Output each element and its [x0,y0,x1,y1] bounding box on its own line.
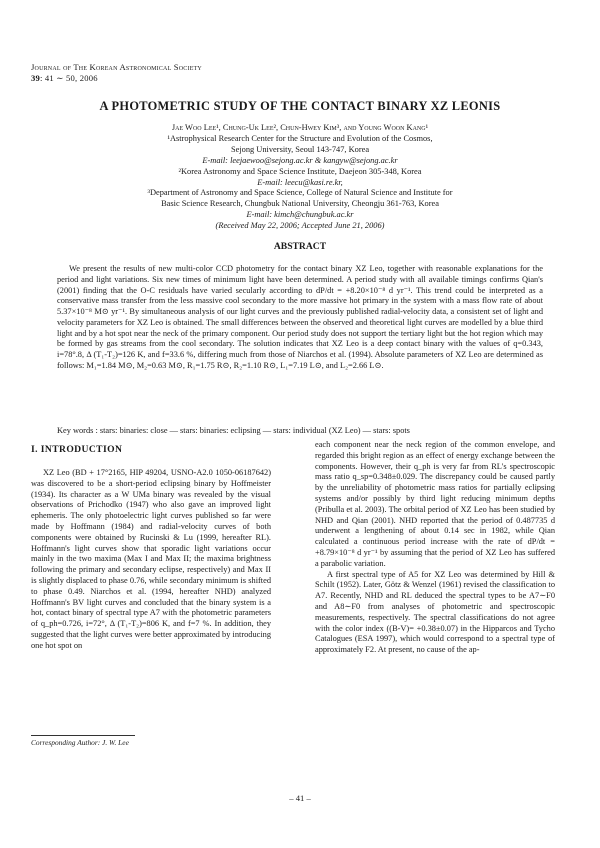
affiliation-3-line-1: ³Department of Astronomy and Space Science, College of Natural Science and Institute for [147,188,453,198]
keywords: Key words : stars: binaries: close — stars: binaries: eclipsing — stars: individual (XZ Leo) — stars: spots [57,426,410,435]
author-block [0,123,600,232]
affiliation-1-email: E-mail: leejaewoo@sejong.ac.kr & kangyw@sejong.ac.kr [202,155,398,165]
corresponding-author-footnote: Corresponding Author: J. W. Lee [31,738,129,747]
affiliation-1-line-2: Sejong University, Seoul 143-747, Korea [230,144,370,154]
affiliation-2-email: E-mail: leecu@kasi.re.kr, [257,177,343,187]
footnote-rule [31,735,135,736]
affiliation-3-email: E-mail: kimch@chungbuk.ac.kr [246,210,354,220]
journal-volume: 39 [31,73,40,83]
section-heading-introduction: I. INTRODUCTION [31,444,123,455]
page-number: – 41 – [289,793,311,803]
author-names: Jae Woo Lee¹, Chung-Uk Lee², Chun-Hwey Kim³, and Young Woon Kang¹ [171,123,429,132]
abstract-text: We present the results of new multi-color CCD photometry for the contact binary XZ Leo, together with reasonable explanations for the period and light variations. Six new times of minimum light have been determined. A period study with all available timings confirms Qian's (2001) finding that the O-C residuals have varied secularly according to dP/dt = +8.20×10⁻⁸ d yr⁻¹. This trend could be interpreted as a conservative mass transfer from the less massive cool secondary to the more massive hot primary in the system with a mass flow rate of about 5.37×10⁻⁸ M⊙ yr⁻¹. By simultaneous analysis of our light curves and the previously published radial-velocity data, a consistent set of light and velocity parameters for XZ Leo is obtained. The small differences between the observed and theoretical light curves are modelled by a blue third light and by a hot spot near the neck of the primary component. Our period study does not support the tertiary light but the hot region which may be formed by gas streams from the cool secondary. The solution indicates that XZ Leo is a deep contact binary with the values of q=0.343, i=78°.8, Δ (T₁-T₂)=126 K, and f=33.6 %, differing much from those of Niarchos et al. (1994). Absolute parameters of XZ Leo are determined as follows: M₁=1.84 M⊙, M₂=0.63 M⊙, R₁=1.75 R⊙, R₂=1.10 R⊙, L₁=7.19 L⊙, and L₂=2.66 L⊙. [57,264,543,370]
affiliation-1-line-1: ¹Astrophysical Research Center for the Structure and Evolution of the Cosmos, [167,133,433,143]
journal-header [31,62,202,84]
left-paragraph-1: XZ Leo (BD + 17°2165, HIP 49204, USNO-A2.0 1050-06187642) was discovered to be a short-period eclipsing binary by Hoffmeister (1934). Its character as a W UMa binary was revealed by the visual observations of Prichodko (1947) who also gave an improved light ephemeris. The only photoelectric light curves published so far were made by Hoffmann (1984) and radial-velocity curves of both components were obtained by Rucinski & Lu (1999, hereafter RL). Hoffmann's light curves show that sporadic light variations occur mainly in the two maxima (Max I and Max II; the maxima brightness following the primary and secondary eclipse, respectively) and Max II is slightly displaced to phase 0.76, while secondary minimum is shifted to phase 0.49. Niarchos et al. (1994, hereafter NHD) analyzed Hoffmann's BV light curves and concluded that the binary system is a hot, contact binary of spectral type A7 with the photometric parameters of q_ph=0.726, i=72°, Δ (T₁-T₂)=806 K, and f=7 %. In addition, they suggested that the light curves were better approximated by introducing one hot spot on [31,468,271,650]
paper-title: A PHOTOMETRIC STUDY OF THE CONTACT BINARY XZ LEONIS [99,99,501,113]
journal-volume-line [31,73,202,84]
affiliation-2-line-1: ²Korea Astronomy and Space Science Institute, Daejeon 305-348, Korea [178,166,422,176]
left-column [31,468,271,652]
abstract-body [57,264,543,372]
abstract-heading: ABSTRACT [273,241,327,252]
journal-name: Journal of The Korean Astronomical Society [31,62,202,72]
journal-pages: : 41 ∼ 50, 2006 [40,73,98,83]
right-column [315,440,555,656]
affiliation-3-line-2: Basic Science Research, Chungbuk National University, Cheongju 361-763, Korea [161,199,439,209]
received-dates: (Received May 22, 2006; Accepted June 21, 2006) [215,221,385,231]
right-paragraph-1: each component near the neck region of the common envelope, and regarded this bright region as an effect of energy exchange between the components. However, their q_ph is very far from RL's spectroscopic mass ratio q_sp=0.348±0.029. The discrepancy could be caused partly by the unreliability of photometric mass ratios for partially eclipsing systems and/or possibly by third light reducing minimum depths (Pribulla et al. 2003). The orbital period of XZ Leo has been studied by NHD and Qian (2001). NHD reported that the period of 0.487735 d underwent a lengthening of about 0.14 sec in 1982, while Qian calculated a continuous period increase with the rate of dP/dt = +8.79×10⁻⁸ d yr⁻¹ by assuming that the period of XZ Leo has suffered a parabolic variation. [315,440,555,568]
right-paragraph-2: A first spectral type of A5 for XZ Leo was determined by Hill & Schilt (1952). Later, Götz & Wenzel (1961) revised the classification to A7. Recently, NHD and RL deduced the spectral types to be A7∼F0 and A8∼F0 from analyses of photometric and spectroscopic measurements, respectively. The spectral classifications do not agree with the color index ((B-V)= +0.38±0.07) in the Hipparcos and Tycho Catalogues (ESA 1997), which would correspond to a spectral type of approximately F2. At present, no cause of the ap- [315,569,555,655]
